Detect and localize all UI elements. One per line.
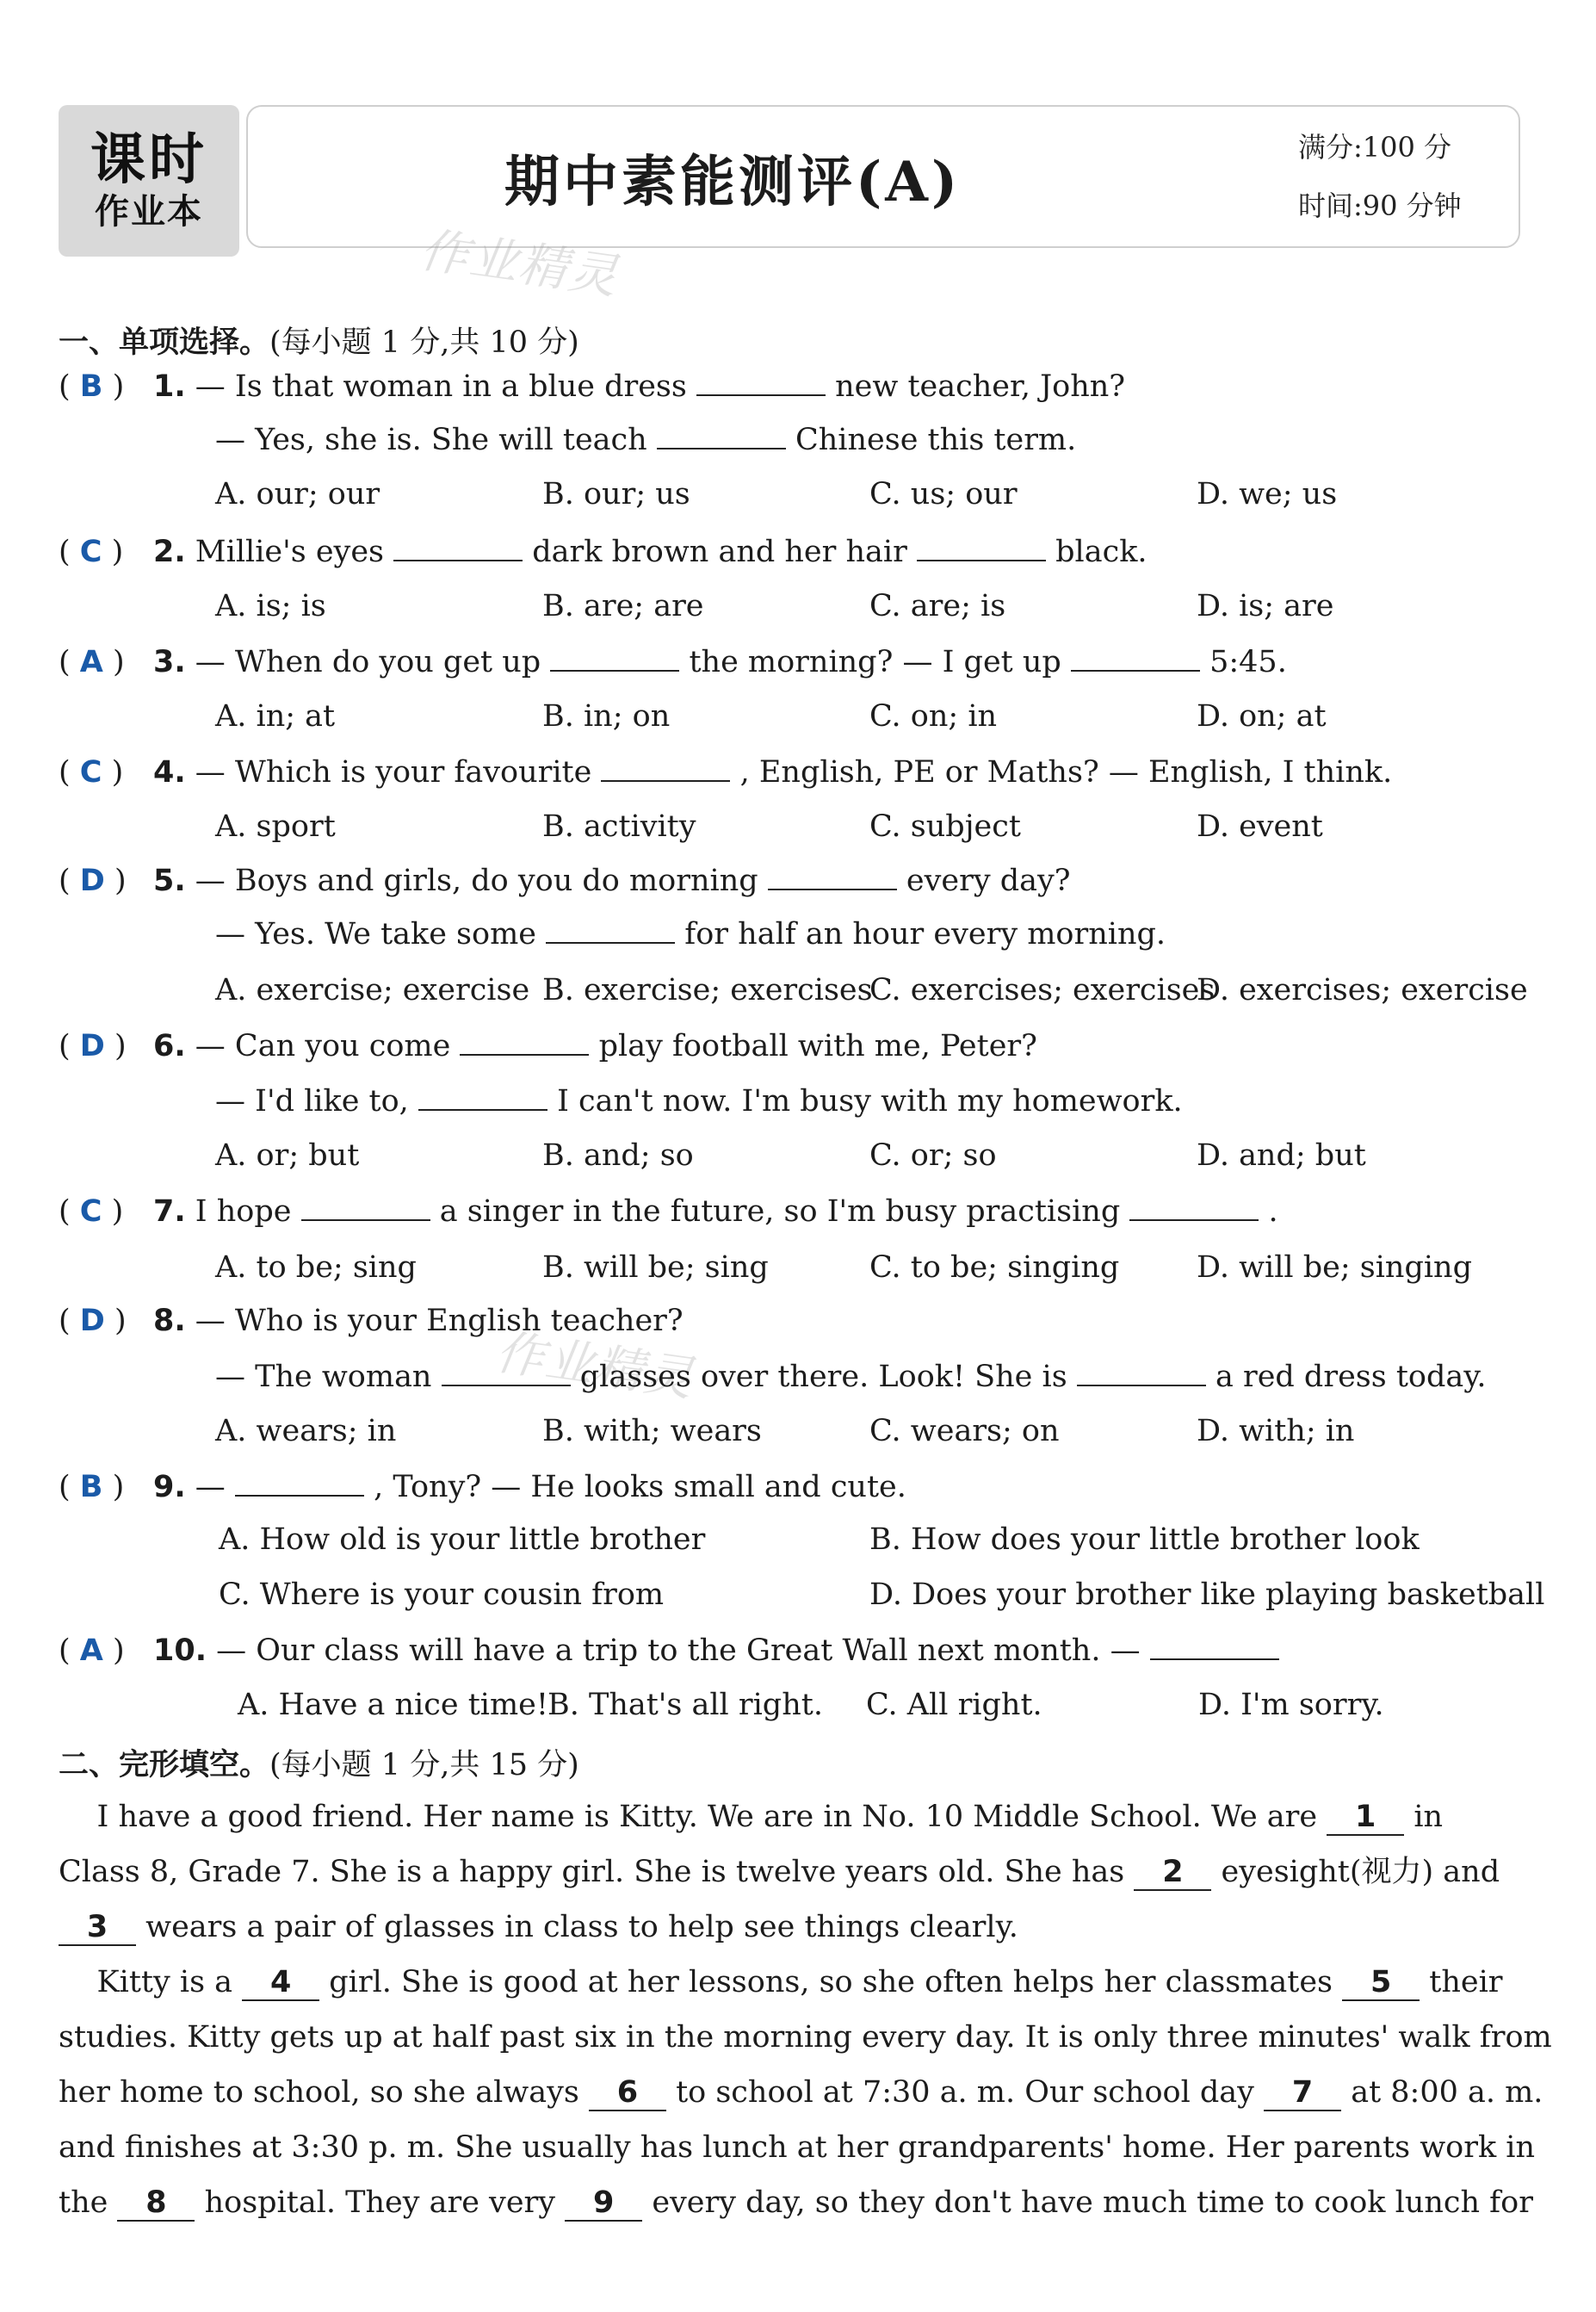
question-number: 4. [153,755,186,790]
answer-blank[interactable] [442,1359,571,1386]
option: D. Does your brother like playing basketball [869,1577,1545,1612]
logo-line1: 课时 [90,128,207,192]
answer-letter: B [79,1470,103,1504]
cloze-blank[interactable]: 6 [589,2075,666,2111]
option[interactable]: C. are; is [869,589,1006,623]
answer-blank[interactable] [550,644,679,672]
question-stem: — Boys and girls, do you do morning [195,864,758,898]
question-number: 10. [153,1633,207,1668]
question-row [59,369,1125,406]
option[interactable]: D. and; but [1197,1138,1366,1173]
question-number: 3. [153,645,186,679]
question-stem: — [195,1470,226,1504]
question-stem: — Who is your English teacher? [195,1304,684,1338]
answer-blank[interactable] [393,534,523,561]
passage-line [59,2175,1536,2230]
answer-blank[interactable] [1071,644,1200,672]
option[interactable]: D. with; in [1197,1414,1355,1448]
cloze-blank[interactable]: 5 [1342,1965,1420,2001]
question-stem-mid: dark brown and her hair [532,535,907,569]
option[interactable]: A. or; but [215,1138,360,1173]
question-stem-end: . [1268,1194,1278,1229]
question-stem-end: play football with me, Peter? [598,1029,1037,1063]
question-stem: — When do you get up [195,645,541,679]
question-row-2 [215,1359,1487,1397]
question-row-2 [215,422,1076,460]
answer-blank[interactable] [235,1469,364,1497]
option[interactable]: D. is; are [1197,589,1334,623]
option[interactable]: B. with; wears [542,1414,762,1448]
page-title: 期中素能测评(A) [504,150,962,214]
logo-line2: 作业本 [95,192,203,232]
passage-text: their [1420,1965,1503,1999]
question-line2: — I'd like to, [215,1084,409,1119]
passage-line [59,2120,1536,2175]
passage-line [59,2010,1552,2065]
passage-text: eyesight(视力) and [1211,1855,1500,1889]
question-number: 1. [153,369,186,404]
option[interactable]: A. Have a nice time! [238,1688,548,1722]
passage-text: her home to school, so she always [59,2075,589,2110]
option[interactable]: D. I'm sorry. [1198,1688,1384,1722]
answer-letter: B [79,369,103,404]
passage-line [59,1955,1536,2010]
option[interactable]: D. on; at [1197,699,1327,734]
option-row [215,1577,1545,1615]
question-stem-end: , English, PE or Maths? — English, I think. [739,755,1393,790]
option-row [215,1414,1532,1452]
section-1-heading [59,319,579,362]
option[interactable]: D. we; us [1197,477,1338,511]
question-row [59,754,1392,792]
option: B. How does your little brother look [869,1522,1420,1557]
option[interactable]: D. will be; singing [1197,1250,1473,1285]
option[interactable]: A. sport [215,809,336,844]
answer-letter: D [79,864,105,898]
passage-text: and finishes at 3:30 p. m. She usually has lunch at her grandparents' home. Her parents work in [59,2130,1536,2165]
question-row [59,644,1287,682]
passage-line [59,1900,1536,1955]
watermark: 作业精灵 [416,222,622,306]
option-row [215,589,1532,627]
option[interactable]: C. to be; singing [869,1250,1120,1285]
answer-blank[interactable] [1129,1193,1259,1221]
answer-paren: ( D ) [59,1304,127,1338]
question-row [59,1304,684,1342]
option[interactable]: C. or; so [869,1138,997,1173]
option[interactable]: D. event [1197,809,1323,844]
question-line2-end: a red dress today. [1215,1360,1487,1394]
passage-text: Class 8, Grade 7. She is a happy girl. She is twelve years old. She has [59,1855,1135,1889]
passage-text: hospital. They are very [195,2185,566,2220]
answer-letter: D [79,1029,105,1063]
option-row [215,699,1532,737]
cloze-blank[interactable]: 7 [1264,2075,1341,2111]
answer-letter: C [79,1194,102,1229]
option-row [215,809,1532,847]
question-number: 8. [153,1304,186,1338]
passage-text: to school at 7:30 a. m. Our school day [665,2075,1265,2110]
answer-blank[interactable] [917,534,1046,561]
cloze-blank[interactable]: 8 [117,2185,195,2222]
question-row-2 [215,916,1166,954]
answer-blank[interactable] [601,754,730,782]
option-row [215,973,1532,1011]
option[interactable]: B. activity [542,809,696,844]
option-row [215,1522,1532,1560]
passage-text: every day, so they don't have much time to cook lunch for [642,2185,1533,2220]
passage-text: in [1404,1800,1444,1834]
option[interactable]: C. All right. [866,1688,1042,1722]
section-1-note: (每小题 1 分,共 10 分) [269,325,579,360]
option: A. How old is your little brother [219,1522,706,1557]
question-line2: — The woman [215,1360,432,1394]
option[interactable]: A. our; our [215,477,380,511]
question-stem: — Our class will have a trip to the Great Wall next month. — [216,1633,1141,1668]
question-number: 7. [153,1194,186,1229]
question-stem-end: new teacher, John? [835,369,1126,404]
section-2-note: (每小题 1 分,共 15 分) [269,1748,579,1782]
exam-time: 时间:90 分钟 [1298,189,1462,222]
cloze-blank[interactable]: 2 [1134,1855,1211,1891]
passage-text: girl. She is good at her lessons, so she often helps her classmates [319,1965,1343,1999]
question-stem: I hope [195,1194,292,1229]
section-2-heading [59,1741,579,1784]
answer-letter: A [79,645,103,679]
question-row-2 [215,1083,1183,1121]
answer-blank[interactable] [696,369,826,396]
question-line2: — Yes. We take some [215,917,536,951]
answer-paren: ( A ) [59,645,125,679]
answer-blank[interactable] [768,863,897,890]
option[interactable]: A. to be; sing [215,1250,417,1285]
question-line2: — Yes, she is. She will teach [215,423,647,457]
passage-line [59,1789,1536,1844]
passage-text: wears a pair of glasses in class to help see things clearly. [136,1910,1018,1944]
passage-line [59,1844,1536,1900]
answer-paren: ( C ) [59,1194,124,1229]
passage-text: Kitty is a [59,1965,243,1999]
option[interactable]: B. in; on [542,699,671,734]
question-stem-mid: the morning? — I get up [689,645,1061,679]
question-row [59,1469,906,1507]
option[interactable]: B. are; are [542,589,704,623]
passage-text: studies. Kitty gets up at half past six in the morning every day. It is only three minutes' walk from [59,2020,1552,2055]
passage-text: the [59,2185,118,2220]
cloze-passage [59,1789,1552,2230]
question-line2-end: I can't now. I'm busy with my homework. [557,1084,1183,1119]
question-number: 2. [153,535,186,569]
full-score: 满分:100 分 [1298,131,1452,164]
option-row [215,1138,1532,1176]
question-row [59,1028,1037,1066]
answer-paren: ( B ) [59,369,125,404]
option[interactable]: A. exercise; exercise [215,973,530,1007]
option[interactable]: B. and; so [542,1138,694,1173]
option-row [215,477,1532,515]
cloze-blank[interactable]: 9 [565,2185,642,2222]
answer-paren: ( C ) [59,755,124,790]
answer-blank[interactable] [1077,1359,1206,1386]
question-stem: — Can you come [195,1029,451,1063]
answer-letter: C [79,755,102,790]
question-stem: — Which is your favourite [195,755,592,790]
question-stem-mid: a singer in the future, so I'm busy practising [439,1194,1121,1229]
answer-paren: ( A ) [59,1633,125,1668]
passage-line [59,2065,1543,2120]
option[interactable]: C. us; our [869,477,1018,511]
option[interactable]: A. is; is [215,589,326,623]
question-number: 9. [153,1470,186,1504]
question-line2-end: Chinese this term. [795,423,1077,457]
option: C. Where is your cousin from [219,1577,665,1612]
answer-blank[interactable] [460,1028,589,1056]
option-row [215,1250,1532,1288]
answer-letter: C [79,535,102,569]
option[interactable]: B. will be; sing [542,1250,769,1285]
question-stem: Millie's eyes [195,535,384,569]
option[interactable]: A. wears; in [215,1414,397,1448]
answer-paren: ( B ) [59,1470,125,1504]
option[interactable]: C. subject [869,809,1021,844]
section-2-title: 二、完形填空。 [59,1748,270,1782]
option[interactable]: B. exercise; exercises [542,973,873,1007]
cloze-blank[interactable]: 4 [242,1965,319,2001]
passage-text: I have a good friend. Her name is Kitty. We are in No. 10 Middle School. We are [59,1800,1327,1834]
question-stem-end: every day? [906,864,1071,898]
option[interactable]: C. wears; on [869,1414,1060,1448]
question-number: 6. [153,1029,186,1063]
question-row [59,863,1071,901]
answer-blank[interactable] [546,916,675,944]
option[interactable]: C. on; in [869,699,998,734]
answer-blank[interactable] [418,1083,547,1111]
answer-blank[interactable] [1150,1633,1279,1660]
question-line2-end: for half an hour every morning. [684,917,1166,951]
question-stem-end: black. [1055,535,1148,569]
question-row [59,1193,1278,1231]
passage-text: at 8:00 a. m. [1341,2075,1543,2110]
option[interactable]: B. our; us [542,477,690,511]
question-row [59,534,1148,572]
question-stem-end: , Tony? — He looks small and cute. [374,1470,906,1504]
logo [59,105,239,257]
option[interactable]: B. That's all right. [547,1688,823,1722]
option[interactable]: A. in; at [215,699,336,734]
section-1-title: 一、单项选择。 [59,325,270,360]
answer-paren: ( D ) [59,1029,127,1063]
question-stem-end: 5:45. [1209,645,1287,679]
watermark: 作业精灵 [492,1324,698,1408]
answer-letter: D [79,1304,105,1338]
option[interactable]: C. exercises; exercises [869,973,1216,1007]
question-line2-mid: glasses over there. Look! She is [579,1360,1067,1394]
question-number: 5. [153,864,186,898]
answer-blank[interactable] [301,1193,430,1221]
answer-letter: A [79,1633,103,1668]
answer-paren: ( C ) [59,535,124,569]
option[interactable]: D. exercises; exercise [1197,973,1528,1007]
cloze-blank[interactable]: 3 [59,1910,136,1946]
option-row [238,1688,1555,1726]
cloze-blank[interactable]: 1 [1327,1800,1404,1836]
question-row [59,1633,1279,1670]
answer-blank[interactable] [657,422,786,449]
answer-paren: ( D ) [59,864,127,898]
question-stem: — Is that woman in a blue dress [195,369,687,404]
